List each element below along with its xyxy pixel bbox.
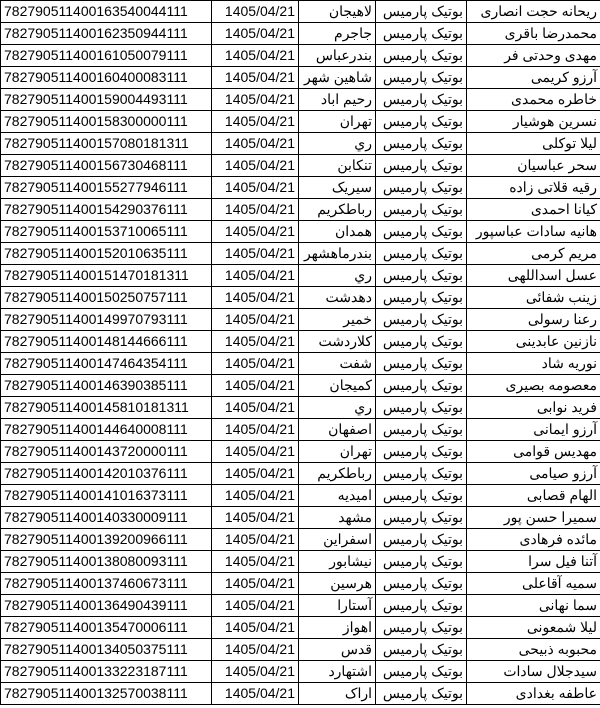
city-cell: بندرعباس [299, 45, 376, 67]
table-row [1, 529, 600, 551]
tracking-code-cell: 782790511400149970793111 [1, 309, 212, 331]
table-row [1, 551, 600, 573]
table-row [1, 155, 600, 177]
city-cell: همدان [299, 221, 376, 243]
table-row [1, 45, 600, 67]
customer-name-cell: نسرین هوشیار [467, 111, 600, 133]
customer-name-cell: الهام قصابی [467, 485, 600, 507]
tracking-code-cell: 782790511400136490439111 [1, 595, 212, 617]
customer-name-cell: مهدیس قوامی [467, 441, 600, 463]
store-cell: بوتیک پارمیس [376, 1, 467, 23]
tracking-code-cell: 782790511400145810181311 [1, 397, 212, 419]
customer-name-cell: خاطره محمدی [467, 89, 600, 111]
date-cell: 1405/04/21 [212, 661, 299, 683]
tracking-code-cell: 782790511400143720000111 [1, 441, 212, 463]
table-row [1, 287, 600, 309]
city-cell: کلاردشت [299, 331, 376, 353]
date-cell: 1405/04/21 [212, 1, 299, 23]
city-cell: آستارا [299, 595, 376, 617]
table-row [1, 661, 600, 683]
tracking-code-cell: 782790511400153710065111 [1, 221, 212, 243]
tracking-code-cell: 782790511400156730468111 [1, 155, 212, 177]
store-cell: بوتیک پارمیس [376, 221, 467, 243]
tracking-code-cell: 782790511400154290376111 [1, 199, 212, 221]
customer-name-cell: نوریه شاد [467, 353, 600, 375]
city-cell: لاهیجان [299, 1, 376, 23]
tracking-code-cell: 782790511400140330009111 [1, 507, 212, 529]
city-cell: رباطکریم [299, 199, 376, 221]
city-cell: ري [299, 265, 376, 287]
table-row [1, 309, 600, 331]
city-cell: هرسین [299, 573, 376, 595]
store-cell: بوتیک پارمیس [376, 507, 467, 529]
table-row [1, 595, 600, 617]
date-cell: 1405/04/21 [212, 331, 299, 353]
customer-name-cell: آرزو ایمانی [467, 419, 600, 441]
customer-name-cell: نازنین عابدینی [467, 331, 600, 353]
customer-name-cell: سیدجلال سادات [467, 661, 600, 683]
table-row [1, 397, 600, 419]
customer-name-cell: معصومه بصیری [467, 375, 600, 397]
customer-name-cell: رقیه قلاتی زاده [467, 177, 600, 199]
city-cell: کمیجان [299, 375, 376, 397]
table-row [1, 243, 600, 265]
tracking-code-cell: 782790511400159004493111 [1, 89, 212, 111]
table-row [1, 67, 600, 89]
store-cell: بوتیک پارمیس [376, 177, 467, 199]
tracking-code-cell: 782790511400155277946111 [1, 177, 212, 199]
table-row [1, 463, 600, 485]
city-cell: تهران [299, 111, 376, 133]
table-row [1, 353, 600, 375]
date-cell: 1405/04/21 [212, 133, 299, 155]
store-cell: بوتیک پارمیس [376, 551, 467, 573]
tracking-code-cell: 782790511400150250757111 [1, 287, 212, 309]
date-cell: 1405/04/21 [212, 89, 299, 111]
customer-name-cell: مریم کرمی [467, 243, 600, 265]
date-cell: 1405/04/21 [212, 23, 299, 45]
city-cell: جاجرم [299, 23, 376, 45]
customer-name-cell: مهدی وحدتی فر [467, 45, 600, 67]
customer-name-cell: سمیرا حسن پور [467, 507, 600, 529]
date-cell: 1405/04/21 [212, 177, 299, 199]
store-cell: بوتیک پارمیس [376, 111, 467, 133]
date-cell: 1405/04/21 [212, 573, 299, 595]
city-cell: رباطکریم [299, 463, 376, 485]
tracking-code-cell: 782790511400148144666111 [1, 331, 212, 353]
table-row [1, 375, 600, 397]
date-cell: 1405/04/21 [212, 353, 299, 375]
customer-name-cell: لیلا توکلی [467, 133, 600, 155]
city-cell: بندرماهشهر [299, 243, 376, 265]
customer-name-cell: ریحانه حجت انصاری [467, 1, 600, 23]
store-cell: بوتیک پارمیس [376, 265, 467, 287]
city-cell: اشتهارد [299, 661, 376, 683]
store-cell: بوتیک پارمیس [376, 133, 467, 155]
store-cell: بوتیک پارمیس [376, 155, 467, 177]
table-row [1, 441, 600, 463]
table-row [1, 1, 600, 23]
store-cell: بوتیک پارمیس [376, 419, 467, 441]
table-row [1, 617, 600, 639]
customer-name-cell: سما نهانی [467, 595, 600, 617]
tracking-code-cell: 782790511400151470181311 [1, 265, 212, 287]
date-cell: 1405/04/21 [212, 397, 299, 419]
store-cell: بوتیک پارمیس [376, 595, 467, 617]
store-cell: بوتیک پارمیس [376, 485, 467, 507]
city-cell: رحیم اباد [299, 89, 376, 111]
date-cell: 1405/04/21 [212, 485, 299, 507]
tracking-code-cell: 782790511400146390385111 [1, 375, 212, 397]
customer-name-cell: آتنا فیل سرا [467, 551, 600, 573]
date-cell: 1405/04/21 [212, 111, 299, 133]
customer-name-cell: محبوبه ذبیحی [467, 639, 600, 661]
table-row [1, 265, 600, 287]
customer-name-cell: لیلا شمعونی [467, 617, 600, 639]
date-cell: 1405/04/21 [212, 639, 299, 661]
store-cell: بوتیک پارمیس [376, 243, 467, 265]
tracking-code-cell: 782790511400138080093111 [1, 551, 212, 573]
city-cell: مشهد [299, 507, 376, 529]
tracking-code-cell: 782790511400135470006111 [1, 617, 212, 639]
date-cell: 1405/04/21 [212, 419, 299, 441]
customer-name-cell: مائده فرهادی [467, 529, 600, 551]
shipments-table-body [1, 1, 600, 705]
store-cell: بوتیک پارمیس [376, 375, 467, 397]
table-row [1, 573, 600, 595]
city-cell: اصفهان [299, 419, 376, 441]
table-row [1, 221, 600, 243]
tracking-code-cell: 782790511400158300000111 [1, 111, 212, 133]
city-cell: اسفراین [299, 529, 376, 551]
store-cell: بوتیک پارمیس [376, 683, 467, 705]
city-cell: شفت [299, 353, 376, 375]
store-cell: بوتیک پارمیس [376, 639, 467, 661]
city-cell: امیدیه [299, 485, 376, 507]
date-cell: 1405/04/21 [212, 265, 299, 287]
tracking-code-cell: 782790511400162350944111 [1, 23, 212, 45]
store-cell: بوتیک پارمیس [376, 309, 467, 331]
store-cell: بوتیک پارمیس [376, 463, 467, 485]
date-cell: 1405/04/21 [212, 155, 299, 177]
date-cell: 1405/04/21 [212, 617, 299, 639]
store-cell: بوتیک پارمیس [376, 45, 467, 67]
customer-name-cell: عاطفه بغدادی [467, 683, 600, 705]
customer-name-cell: آرزو کریمی [467, 67, 600, 89]
city-cell: شاهین شهر [299, 67, 376, 89]
store-cell: بوتیک پارمیس [376, 353, 467, 375]
tracking-code-cell: 782790511400137460673111 [1, 573, 212, 595]
table-row [1, 199, 600, 221]
tracking-code-cell: 782790511400139200966111 [1, 529, 212, 551]
customer-name-cell: عسل اسداللهی [467, 265, 600, 287]
table-row [1, 23, 600, 45]
tracking-code-cell: 782790511400157080181311 [1, 133, 212, 155]
customer-name-cell: رعنا رسولی [467, 309, 600, 331]
store-cell: بوتیک پارمیس [376, 287, 467, 309]
store-cell: بوتیک پارمیس [376, 67, 467, 89]
date-cell: 1405/04/21 [212, 595, 299, 617]
city-cell: قدس [299, 639, 376, 661]
store-cell: بوتیک پارمیس [376, 397, 467, 419]
city-cell: ري [299, 397, 376, 419]
tracking-code-cell: 782790511400152010635111 [1, 243, 212, 265]
tracking-code-cell: 782790511400133223187111 [1, 661, 212, 683]
store-cell: بوتیک پارمیس [376, 617, 467, 639]
store-cell: بوتیک پارمیس [376, 89, 467, 111]
date-cell: 1405/04/21 [212, 45, 299, 67]
date-cell: 1405/04/21 [212, 463, 299, 485]
date-cell: 1405/04/21 [212, 287, 299, 309]
date-cell: 1405/04/21 [212, 243, 299, 265]
city-cell: تنکابن [299, 155, 376, 177]
store-cell: بوتیک پارمیس [376, 529, 467, 551]
customer-name-cell: سحر عباسیان [467, 155, 600, 177]
customer-name-cell: هانیه سادات عباسپور [467, 221, 600, 243]
date-cell: 1405/04/21 [212, 551, 299, 573]
table-row [1, 639, 600, 661]
table-row [1, 419, 600, 441]
date-cell: 1405/04/21 [212, 375, 299, 397]
tracking-code-cell: 782790511400147464354111 [1, 353, 212, 375]
customer-name-cell: محمدرضا باقری [467, 23, 600, 45]
store-cell: بوتیک پارمیس [376, 199, 467, 221]
tracking-code-cell: 782790511400132570038111 [1, 683, 212, 705]
store-cell: بوتیک پارمیس [376, 573, 467, 595]
date-cell: 1405/04/21 [212, 199, 299, 221]
store-cell: بوتیک پارمیس [376, 331, 467, 353]
table-row [1, 683, 600, 705]
tracking-code-cell: 782790511400160400083111 [1, 67, 212, 89]
date-cell: 1405/04/21 [212, 441, 299, 463]
customer-name-cell: کیانا احمدی [467, 199, 600, 221]
table-row [1, 485, 600, 507]
city-cell: اراک [299, 683, 376, 705]
date-cell: 1405/04/21 [212, 67, 299, 89]
customer-name-cell: سمیه آقاعلی [467, 573, 600, 595]
table-row [1, 111, 600, 133]
tracking-code-cell: 782790511400141016373111 [1, 485, 212, 507]
tracking-code-cell: 782790511400142010376111 [1, 463, 212, 485]
date-cell: 1405/04/21 [212, 507, 299, 529]
city-cell: سیریک [299, 177, 376, 199]
city-cell: ري [299, 133, 376, 155]
city-cell: تهران [299, 441, 376, 463]
city-cell: نیشابور [299, 551, 376, 573]
table-row [1, 177, 600, 199]
date-cell: 1405/04/21 [212, 221, 299, 243]
table-row [1, 331, 600, 353]
city-cell: خمیر [299, 309, 376, 331]
table-row [1, 507, 600, 529]
date-cell: 1405/04/21 [212, 683, 299, 705]
store-cell: بوتیک پارمیس [376, 661, 467, 683]
customer-name-cell: آرزو صیامی [467, 463, 600, 485]
tracking-code-cell: 782790511400134050375111 [1, 639, 212, 661]
store-cell: بوتیک پارمیس [376, 441, 467, 463]
store-cell: بوتیک پارمیس [376, 23, 467, 45]
tracking-code-cell: 782790511400144640008111 [1, 419, 212, 441]
date-cell: 1405/04/21 [212, 529, 299, 551]
city-cell: دهدشت [299, 287, 376, 309]
table-row [1, 89, 600, 111]
customer-name-cell: زینب شفائی [467, 287, 600, 309]
date-cell: 1405/04/21 [212, 309, 299, 331]
tracking-code-cell: 782790511400163540044111 [1, 1, 212, 23]
tracking-code-cell: 782790511400161050079111 [1, 45, 212, 67]
customer-name-cell: فرید نوابی [467, 397, 600, 419]
table-row [1, 133, 600, 155]
city-cell: اهواز [299, 617, 376, 639]
